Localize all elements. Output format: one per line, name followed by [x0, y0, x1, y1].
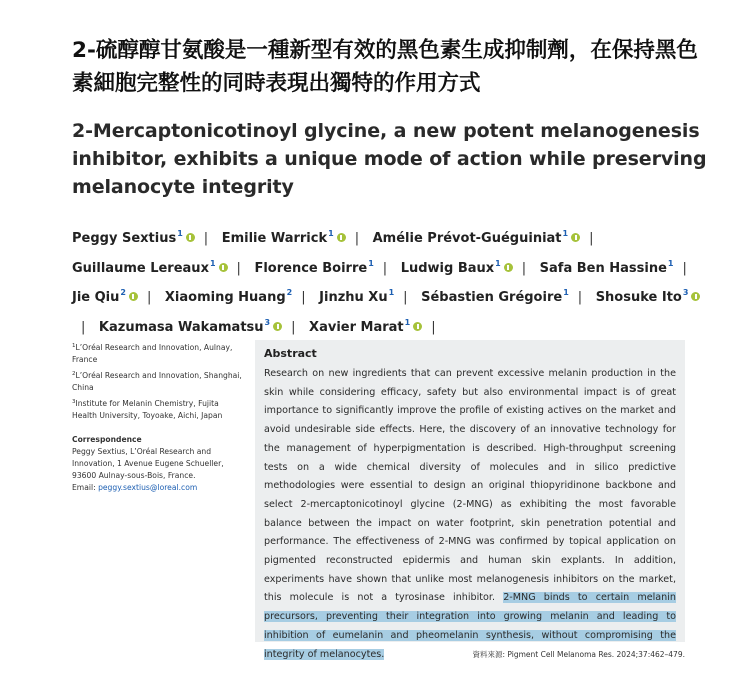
author-entry — [319, 290, 394, 305]
abstract-body: Research on new ingredients that can prevent excessive melanin production in the skin while considering efficacy, safety but also environmental impact is of great importance to significantly improve the profile of existing actives on the market and avoid undesirable side effects. Here, the discovery of an innovative technology for the management of hyperpigmentation is described. High-throughput screening tests on a wide chemical diversity of molecules and in silico predictive methodologies were essential to design an original thiopyridinone backbone and select 2-mercaptonicotinoyl glycine (2-MNG) as exhibiting the most favorable balance between the impact on water footprint, skin penetration potential and performance. The effectiveness of 2-MNG was confirmed by topical application on pigmented reconstructed epidermis and human skin explants. In addition, experiments have shown that unlike most melanogenesis inhibitors on the market, this molecule is not a tyrosinase inhibitor. — [264, 368, 676, 604]
abstract-heading: Abstract — [264, 347, 317, 360]
author-affiliation-number: 2 — [120, 288, 126, 297]
author-name[interactable]: Jinzhu Xu — [319, 290, 388, 305]
affiliation-item — [72, 396, 242, 422]
author-entry — [165, 290, 292, 305]
author-entry — [72, 231, 195, 246]
author-affiliation-number: 1 — [328, 229, 334, 238]
author-affiliation-number: 1 — [177, 229, 183, 238]
author-affiliation-number: 3 — [264, 317, 271, 327]
author-entry — [72, 290, 138, 305]
orcid-icon[interactable] — [186, 233, 195, 242]
affiliation-number: 3 — [72, 399, 76, 405]
author-separator: | — [431, 319, 436, 335]
author-affiliation-number: 1 — [667, 258, 674, 268]
author-entry — [72, 258, 228, 276]
author-separator: | — [203, 231, 209, 246]
author-affiliation-number: 1 — [563, 288, 569, 297]
author-separator: | — [236, 260, 241, 276]
affiliation-number: 2 — [72, 371, 76, 377]
author-separator: | — [354, 231, 360, 246]
orcid-icon[interactable] — [337, 233, 346, 242]
affiliation-text: L’Oréal Research and Innovation, Aulnay, France — [72, 343, 233, 364]
affiliation-item — [72, 368, 242, 394]
author-separator: | — [382, 260, 388, 276]
affiliations-sidebar — [72, 340, 242, 494]
author-entry — [539, 258, 674, 276]
author-entry — [373, 231, 580, 246]
correspondence-address: Peggy Sextius, L’Oréal Research and Innovation, 1 Avenue Eugene Schueller, 93600 Aulnay-sous-Bois, France. — [72, 447, 224, 480]
author-name[interactable]: Sébastien Grégoire — [421, 290, 563, 305]
author-affiliation-number: 1 — [368, 258, 374, 268]
author-affiliation-number: 1 — [562, 229, 569, 238]
author-affiliation-number: 1 — [388, 288, 395, 297]
author-name[interactable]: Shosuke Ito — [595, 290, 682, 305]
orcid-icon[interactable] — [219, 263, 228, 272]
author-name[interactable]: Amélie Prévot-Guéguiniat — [372, 231, 562, 246]
affiliation-text: L’Oréal Research and Innovation, Shanghai, China — [72, 371, 242, 392]
author-entry — [400, 258, 513, 276]
author-separator: | — [521, 260, 527, 276]
orcid-icon[interactable] — [413, 322, 422, 331]
source-citation: 資料來源: Pigment Cell Melanoma Res. 2024;37:462–479. — [472, 650, 685, 659]
author-separator: | — [577, 290, 583, 305]
author-separator: | — [146, 290, 152, 305]
author-name[interactable]: Xavier Marat — [309, 319, 404, 335]
affiliation-list — [72, 340, 242, 422]
affiliation-item — [72, 340, 242, 366]
author-affiliation-number: 3 — [682, 288, 689, 297]
author-separator: | — [301, 290, 306, 305]
author-affiliation-number: 2 — [286, 288, 293, 297]
correspondence-email-line — [72, 482, 242, 494]
author-name[interactable]: Ludwig Baux — [400, 260, 495, 276]
author-entry — [98, 317, 282, 335]
orcid-icon[interactable] — [571, 233, 580, 242]
author-affiliation-number: 1 — [209, 258, 216, 268]
email-link[interactable]: peggy.sextius@loreal.com — [98, 483, 198, 492]
author-name[interactable]: Guillaume Lereaux — [72, 260, 209, 276]
correspondence-label: Correspondence — [72, 435, 142, 444]
chinese-title: 2-硫醇醇甘氨酸是一種新型有效的黑色素生成抑制劑，在保持黑色素細胞完整性的同時表現出獨特的作用方式 — [72, 38, 698, 96]
author-name[interactable]: Florence Boirre — [254, 260, 368, 276]
author-name[interactable]: Peggy Sextius — [72, 231, 177, 246]
author-entry — [421, 290, 569, 305]
author-separator: | — [403, 290, 408, 305]
orcid-icon[interactable] — [504, 263, 513, 272]
affiliation-number: 1 — [72, 343, 76, 349]
author-name[interactable]: Emilie Warrick — [221, 231, 328, 246]
author-separator: | — [589, 231, 594, 246]
author-entry — [222, 231, 346, 246]
author-entry — [254, 258, 374, 276]
author-affiliation-number: 1 — [404, 317, 411, 327]
author-name[interactable]: Jie Qiu — [72, 290, 120, 305]
affiliation-text: Institute for Melanin Chemistry, Fujita Health University, Toyoake, Aichi, Japan — [72, 399, 223, 420]
english-title: 2-Mercaptonicotinoyl glycine, a new potent melanogenesis inhibitor, exhibits a unique mode of action while preserving melanocyte integrity — [72, 120, 707, 198]
orcid-icon[interactable] — [691, 292, 700, 301]
orcid-icon[interactable] — [273, 322, 282, 331]
orcid-icon[interactable] — [129, 292, 138, 301]
abstract-text — [264, 365, 676, 664]
author-list — [72, 222, 712, 340]
author-entry — [309, 317, 422, 335]
abstract-highlight: 2-MNG binds to certain melanin precursors, preventing their integration into growing melanin and leading to inhibition of eumelanin and pheomelanin synthesis, without compromising the integrity of melanocytes. — [264, 592, 676, 660]
author-affiliation-number: 1 — [495, 258, 501, 268]
author-name[interactable]: Kazumasa Wakamatsu — [98, 319, 264, 335]
email-label: Email: — [72, 483, 96, 492]
author-separator: | — [682, 260, 687, 276]
author-name[interactable]: Xiaoming Huang — [164, 290, 286, 305]
author-separator: | — [291, 319, 296, 335]
author-separator: | — [81, 319, 86, 335]
author-name[interactable]: Safa Ben Hassine — [539, 260, 667, 276]
author-entry — [596, 290, 701, 305]
